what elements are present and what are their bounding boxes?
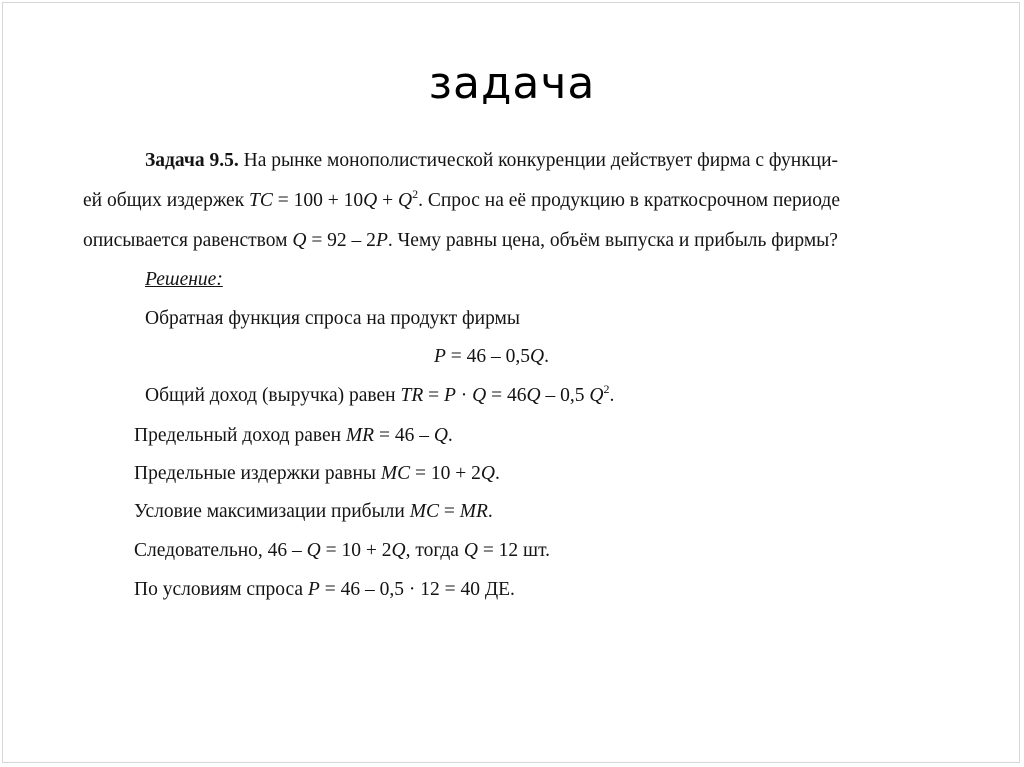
problem-line-1 (145, 150, 838, 172)
price-solution-line (134, 579, 515, 601)
quantity-solution-line (134, 540, 550, 562)
mr-end: . (447, 425, 453, 446)
revenue-q3: Q (589, 385, 604, 406)
problem-demand-p: P (375, 230, 388, 251)
slide-title: задача (428, 58, 596, 109)
profit-condition-line (134, 501, 493, 523)
cond-text-b: = (438, 501, 460, 522)
price-text-b: = 46 – 0,5 · 12 = 40 ДЕ. (319, 579, 515, 600)
revenue-tr: TR (400, 385, 424, 406)
revenue-end: . (609, 385, 615, 406)
hence-text-b: = 10 + 2 (320, 540, 392, 561)
hence-text-a: Следовательно, 46 – (134, 540, 307, 561)
revenue-text-d: = 46 (486, 385, 527, 406)
inverse-demand-label: Обратная функция спроса на продукт фирмы (145, 308, 520, 329)
revenue-exponent: 2 (603, 382, 610, 396)
mr-text-a: Предельный доход равен (134, 425, 346, 446)
revenue-text-b: = (423, 385, 444, 406)
problem-text-2a: ей общих издержек (83, 190, 250, 211)
hence-q: Q (306, 540, 321, 561)
marginal-revenue-line (134, 425, 453, 447)
problem-label: Задача 9.5. (145, 150, 239, 171)
revenue-q: Q (472, 385, 487, 406)
inverse-p: P (434, 346, 446, 367)
problem-line-3 (83, 230, 838, 252)
mr-q: Q (433, 425, 448, 446)
problem-text-1: На рынке монополистической конкуренции действует фирма с функци- (243, 150, 839, 171)
problem-demand-q: Q (292, 230, 307, 251)
price-text-a: По условиям спроса (134, 579, 308, 600)
mc-text-b: = 10 + 2 (410, 463, 481, 484)
problem-text-2b: = 100 + 10 (272, 190, 364, 211)
mr-symbol: MR (345, 425, 375, 446)
problem-tc: TC (249, 190, 273, 211)
cond-text-a: Условие максимизации прибыли (134, 501, 410, 522)
hence-q3: Q (463, 540, 478, 561)
cond-end: . (487, 501, 493, 522)
mr-text-b: = 46 – (374, 425, 434, 446)
mc-q: Q (480, 463, 495, 484)
problem-text-3a: описывается равенством (83, 230, 293, 251)
cond-mr: MR (459, 501, 488, 522)
revenue-text-a: Общий доход (выручка) равен (145, 385, 401, 406)
problem-q2: Q (398, 190, 413, 211)
problem-line-2 (83, 187, 841, 212)
problem-text-2c: + (377, 190, 398, 211)
total-revenue-line (145, 382, 615, 407)
revenue-q2: Q (526, 385, 541, 406)
mc-symbol: MC (380, 463, 411, 484)
hence-q2: Q (391, 540, 406, 561)
problem-text-3c: . Чему равны цена, объём выпуска и прибыль фирмы? (387, 230, 838, 251)
price-p: P (307, 579, 320, 600)
mc-text-a: Предельные издержки равны (134, 463, 381, 484)
revenue-p: P (443, 385, 456, 406)
inverse-demand-formula (434, 346, 549, 368)
hence-text-d: = 12 шт. (477, 540, 551, 561)
cond-mc: MC (409, 501, 439, 522)
hence-text-c: , тогда (405, 540, 464, 561)
problem-text-3b: = 92 – 2 (306, 230, 376, 251)
inverse-q: Q (530, 346, 545, 367)
revenue-text-e: – 0,5 (540, 385, 590, 406)
mc-end: . (495, 463, 500, 484)
problem-q: Q (363, 190, 378, 211)
problem-exponent: 2 (412, 187, 419, 201)
solution-heading: Решение: (145, 269, 223, 290)
inverse-text: = 46 – 0,5 (445, 346, 531, 367)
problem-text-2d: . Спрос на её продукцию в краткосрочном периоде (418, 190, 841, 211)
inverse-end: . (544, 346, 550, 367)
revenue-text-c: · (455, 385, 473, 406)
marginal-cost-line (134, 463, 500, 485)
